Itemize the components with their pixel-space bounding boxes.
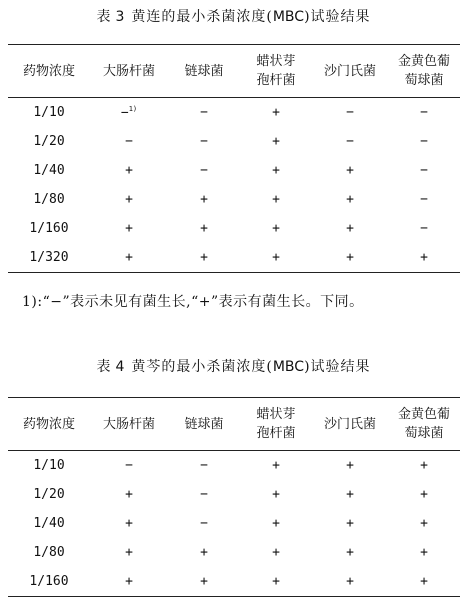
table3-header-staph-aureus: 金黄色葡 萄球菌 (397, 54, 450, 88)
table-cell-concentration: 1/160 (29, 221, 69, 236)
footnote: 1):“−”表示未见有菌生长,“+”表示有菌生长。下同。 (22, 294, 364, 310)
table-cell: + (346, 516, 354, 531)
table-cell: + (420, 250, 428, 265)
table-cell: − (125, 134, 133, 149)
table-row (8, 127, 460, 156)
table-cell-concentration: 1/80 (33, 192, 65, 207)
table4-header-salmonella: 沙门氏菌 (323, 416, 376, 432)
table4-header-bacillus-cereus: 蜡状芽 孢杆菌 (256, 407, 296, 441)
table-cell: − (420, 134, 428, 149)
table-cell: + (346, 487, 354, 502)
table-cell: − (420, 221, 428, 236)
table-row (8, 538, 460, 567)
table-cell: + (272, 574, 280, 589)
table-cell: + (272, 192, 280, 207)
table4-caption-text: 黄芩的最小杀菌浓度( (131, 359, 273, 375)
table4-header-concentration: 药物浓度 (22, 416, 75, 432)
table-cell: + (346, 192, 354, 207)
table-cell: + (346, 221, 354, 236)
table-cell: + (125, 250, 133, 265)
table-row (8, 185, 460, 214)
table-cell: + (272, 487, 280, 502)
table4-caption (0, 356, 467, 376)
table-cell: + (420, 545, 428, 560)
table4-header-staph-aureus: 金黄色葡 萄球菌 (397, 407, 450, 441)
table-cell: + (125, 574, 133, 589)
table-cell: + (346, 458, 354, 473)
table-row (8, 214, 460, 243)
table4-caption-abbr: MBC (272, 359, 305, 375)
table-cell-concentration: 1/20 (33, 487, 65, 502)
table-cell: + (200, 574, 208, 589)
table4 (8, 397, 460, 597)
table3-header-salmonella: 沙门氏菌 (323, 63, 376, 79)
table3 (8, 44, 460, 273)
table-cell: + (346, 574, 354, 589)
table-row (8, 451, 460, 481)
table-row (8, 567, 460, 597)
table-cell-concentration: 1/160 (29, 574, 69, 589)
table-cell-concentration: 1/80 (33, 545, 65, 560)
table-cell-concentration: 1/10 (33, 105, 65, 120)
table-cell: + (346, 250, 354, 265)
table3-header-ecoli: 大肠杆菌 (102, 63, 155, 79)
table-cell: − (200, 487, 208, 502)
table4-caption-number: 4 (115, 359, 126, 375)
table-cell-concentration: 1/40 (33, 163, 65, 178)
table-row (8, 509, 460, 538)
table3-caption-number: 3 (115, 9, 126, 25)
table-cell: + (272, 250, 280, 265)
table-cell: − (200, 105, 208, 120)
table3-header-streptococcus: 链球菌 (184, 63, 224, 79)
table-cell: − (200, 134, 208, 149)
table-cell: + (272, 516, 280, 531)
table-cell: + (272, 105, 280, 120)
table-cell: + (125, 192, 133, 207)
table-cell: + (125, 516, 133, 531)
table-cell: − (420, 105, 428, 120)
table-cell: + (272, 163, 280, 178)
table4-caption-prefix: 表 (96, 359, 112, 375)
table3-caption-prefix: 表 (96, 9, 112, 25)
table-cell: + (200, 192, 208, 207)
table-cell: + (420, 487, 428, 502)
table-row (8, 156, 460, 185)
table-cell: + (200, 221, 208, 236)
table-cell-concentration: 1/20 (33, 134, 65, 149)
table-cell: − (346, 134, 354, 149)
table-row (8, 98, 460, 128)
table-cell: + (272, 545, 280, 560)
table-cell: − (200, 516, 208, 531)
table3-header-row (8, 45, 460, 98)
table-cell: + (200, 545, 208, 560)
table4-header-ecoli: 大肠杆菌 (102, 416, 155, 432)
table-cell: + (125, 545, 133, 560)
table-row (8, 243, 460, 273)
table-cell: + (125, 221, 133, 236)
table-cell: + (125, 487, 133, 502)
table4-header-streptococcus: 链球菌 (184, 416, 224, 432)
table-cell: − (125, 458, 133, 473)
table-cell: + (420, 574, 428, 589)
table4-caption-suffix: )试验结果 (304, 359, 371, 375)
table-cell: − (420, 163, 428, 178)
table-cell: + (200, 250, 208, 265)
table-cell-concentration: 1/320 (29, 250, 69, 265)
table3-header-bacillus-cereus: 蜡状芽 孢杆菌 (256, 54, 296, 88)
table3-caption-text: 黄连的最小杀菌浓度( (131, 9, 273, 25)
table-row (8, 480, 460, 509)
table-cell: + (346, 545, 354, 560)
table-cell: + (420, 458, 428, 473)
table3-header-concentration: 药物浓度 (22, 63, 75, 79)
table-cell: − (346, 105, 354, 120)
table-cell: − (420, 192, 428, 207)
table3-caption (0, 6, 467, 26)
table-cell-concentration: 1/10 (33, 458, 65, 473)
table-cell: + (272, 221, 280, 236)
table3-caption-suffix: )试验结果 (304, 9, 371, 25)
footnote-marker: 1) (128, 104, 138, 113)
table-cell: + (272, 134, 280, 149)
table-cell-concentration: 1/40 (33, 516, 65, 531)
table-cell: − (200, 163, 208, 178)
table-cell: − (200, 458, 208, 473)
table-cell: + (125, 163, 133, 178)
table-cell: + (272, 458, 280, 473)
table-cell: + (346, 163, 354, 178)
table3-caption-abbr: MBC (272, 9, 305, 25)
table-cell: −$^{1)}$ (120, 104, 138, 121)
table4-header-row (8, 398, 460, 451)
table-cell: + (420, 516, 428, 531)
